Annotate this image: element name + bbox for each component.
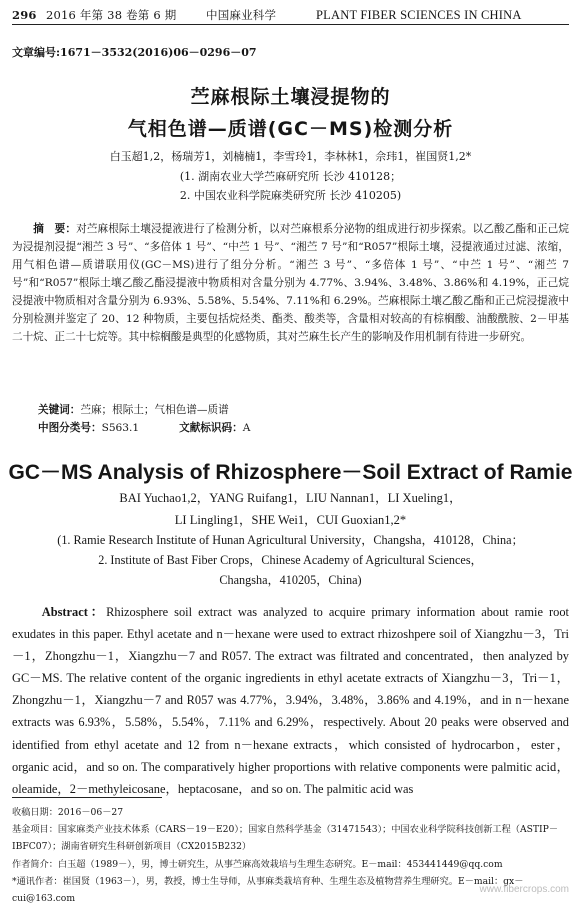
footnote-funding: 基金项目：国家麻类产业技术体系（CARS－19－E20）；国家自然科学基金（31471543）；中国农业科学院科技创新工程（ASTIP－IBFC07）；湖南省研究生科研创新项目（CX2015B232） [12, 824, 559, 853]
footnote-received: 收稿日期：2016－06－27 [12, 807, 124, 818]
doc-code-value: A [242, 422, 251, 434]
footnote-author: 作者简介：白玉超（1989－），男，博士研究生，从事苎麻高效栽培与生理生态研究。E－mail：453441449@qq.com [12, 858, 503, 870]
keywords-text: 苎麻；根际土；气相色谱—质谱 [80, 404, 229, 416]
keywords-cn [38, 402, 229, 417]
doc-code-label: 文献标识码： [179, 422, 243, 434]
affiliation-cn-2: 2. 中国农业科学院麻类研究所 长沙 410205) [179, 189, 402, 202]
authors-en-line-2: LI Lingling1，SHE Wei1，CUI Guoxian1,2* [174, 513, 407, 527]
footnote-divider [12, 797, 162, 798]
abstract-cn-label: 摘 要： [33, 223, 77, 235]
keywords-label: 关键词： [38, 404, 81, 416]
affiliation-en-2: 2. Institute of Bast Fiber Crops，Chinese Academy of Agricultural Sciences， [98, 553, 483, 567]
page-number: 296 [12, 8, 37, 22]
footnote-corresponding: *通讯作者：崔国贤（1963－），男，教授，博士生导师，从事麻类栽培育种、生理生态及植物营养生理研究。E－mail：gx－cui@163.com [12, 875, 524, 905]
journal-name-en: PLANT FIBER SCIENCES IN CHINA [316, 7, 522, 22]
abstract-en-label: Abstract： [41, 605, 107, 619]
affiliation-cn-1: (1. 湖南农业大学苎麻研究所 长沙 410128； [179, 170, 402, 183]
abstract-en [12, 601, 569, 800]
volume-issue: 2016 年第 38 卷第 6 期 [46, 8, 177, 22]
abstract-cn [12, 220, 569, 346]
title-en: GC－MS Analysis of Rhizosphere－Soil Extract of Ramie [8, 461, 573, 484]
article-number: 文章编号:1671－3532(2016)06－0296－07 [12, 46, 257, 59]
abstract-en-text: Rhizosphere soil extract was analyzed to acquire primary information about ramie root exudates in this paper. Ethyl acetate and n－hexane were used to extract rhizoshpere soil of Xiangzhu－3，Tri－1，Zhongzhu－1，Xiangzhu－7 and R057. The extract was filtrated and concentrated，then analyzed by GC－MS. The relative content of the organic ingredients in ethyl acetate extracts of Xiangzhu－3，Tri－1，Zhongzhu－1，Xiangzhu－7 and R057 was 4.77%，3.94%，3.48%，3.86% and 4.19%，and in n－hexane extracts was 6.93%，5.58%，5.54%，7.11% and 6.29%，respectively. About 20 peaks were observed and identified from ethyl acetate and 12 from n－hexane extracts，which consisted of hydrocarbon，ester，organic acid，and so on. The comparatively higher proportions with relative components were palmitic acid，oleamide，2－methyleicosane，heptacosane，and so on. The palmitic acid was [12, 605, 569, 796]
authors-cn: 白玉超1,2，杨瑞芳1，刘楠楠1，李雪玲1，李林林1，佘玮1，崔国贤1,2* [109, 150, 472, 163]
authors-en-line-1: BAI Yuchao1,2，YANG Ruifang1，LIU Nannan1，LI Xueling1， [119, 491, 462, 505]
affiliation-en-3: Changsha，410205，China) [219, 573, 362, 587]
affiliation-en-1: (1. Ramie Research Institute of Hunan Agricultural University，Changsha，410128，China； [57, 533, 524, 547]
abstract-cn-text: 对苎麻根际土壤浸提液进行了检测分析，以对苎麻根系分泌物的组成进行初步探索。以乙酸乙酯和正己烷为浸提剂浸提“湘苎 3 号”、“多倍体 1 号”、“中苎 1 号”、“湘苎 7 号”和“R057”根际土壤，浸提液通过过滤、浓缩，用气相色谱—质谱联用仪(GC－MS)进行了组分分析。“湘苎 3 号”、“多倍体 1 号”、“中苎 1 号”、“湘苎 7 号”和“R057”根际土壤乙酸乙酯浸提液中物质相对含量分别为 4.77%、3.94%、3.48%、3.86%和 4.19%，正己烷浸提液中物质相对含量分别为 6.93%、5.58%、5.54%、7.11%和 6.29%。苎麻根际土壤乙酸乙酯和正己烷浸提液中分别检测并鉴定了 20、12 种物质，主要包括烷烃类、酯类、酸类等，含量相对较高的有棕榈酸、油酸酰胺、2－甲基二十烷、正二十七烷等。其中棕榈酸是典型的化感物质，其对苎麻生长产生的影响及作用机制有待进一步研究。 [12, 223, 569, 343]
journal-name-cn: 中国麻业科学 [206, 8, 277, 22]
title-cn-line-2: 气相色谱—质谱(GC－MS)检测分析 [127, 118, 454, 140]
running-head [12, 6, 569, 25]
title-cn-line-1: 苎麻根际土壤浸提物的 [190, 86, 391, 108]
class-label: 中图分类号： [38, 422, 102, 434]
class-value: S563.1 [101, 422, 140, 434]
watermark-text: www.fibercrops.com [479, 884, 569, 895]
classification-row [38, 420, 250, 435]
